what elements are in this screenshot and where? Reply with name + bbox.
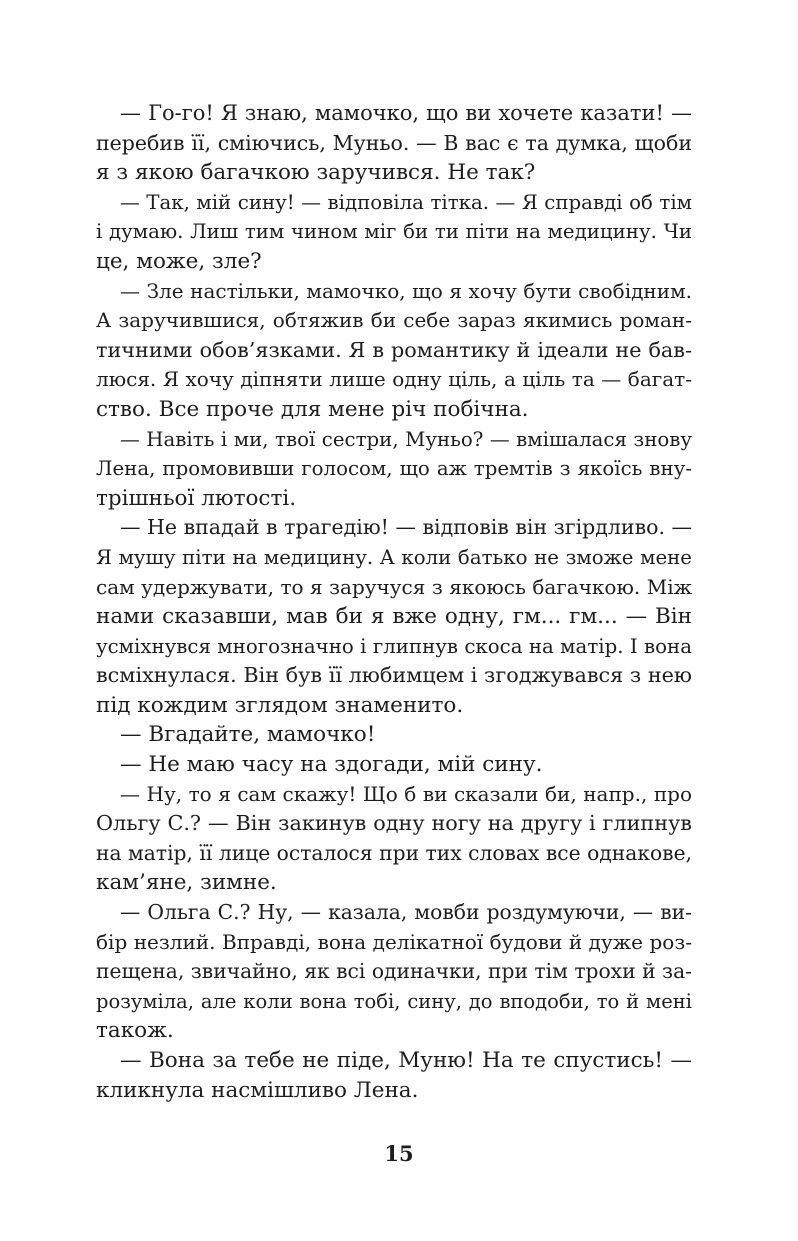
text-line: і думаю. Лиш тим чином міг би ти піти на медицину. Чи <box>96 220 692 244</box>
text-line: Я мушу піти на медицину. А коли батько не зможе мене <box>96 545 692 569</box>
text-line: — Не впадай в трагедію! — відповів він згірдливо. — <box>120 515 692 540</box>
text-line: сам удержувати, то я заручуся з якоюсь багачкою. Між <box>96 574 692 599</box>
text-line: розуміла, але коли вона тобі, сину, до вподоби, то й мені <box>96 989 692 1013</box>
text-line: — Го-го! Я знаю, мамочко, що ви хочете казати! — <box>120 101 692 125</box>
text-line: всміхнулася. Він був її любимцем і згоджувався з нею <box>96 663 692 688</box>
page-number: 15 <box>384 1141 414 1166</box>
text-line: — Так, мій сину! — відповіла тітка. — Я справді об тім <box>120 190 692 214</box>
text-line: А заручившися, обтяжив би себе зараз якимись роман- <box>96 308 692 333</box>
text-line: — Ольга С.? Ну, — казала, мовби роздумуючи, — ви- <box>120 900 692 925</box>
body-text <box>96 99 692 1105</box>
text-line: я з якою багачкою заручився. Не так? <box>96 160 536 186</box>
text-line: люся. Я хочу діпняти лише одну ціль, а ціль та — багат- <box>96 367 692 392</box>
text-line: — Вона за тебе не піде, Муню! На те спустись! — <box>120 1048 692 1073</box>
text-line: кам’яне, зимне. <box>96 870 277 896</box>
text-line: — Не маю часу на здогади, мій сину. <box>120 752 543 778</box>
text-line: перебив її, сміючись, Муньо. — В вас є та думка, щоби <box>96 130 692 155</box>
text-line: — Зле настільки, мамочко, що я хочу бути свобідним. <box>120 278 692 303</box>
text-line: трішньої лютості. <box>96 485 297 511</box>
text-line: на матір, її лице осталося при тих словах все однакове, <box>96 840 692 865</box>
text-line: усміхнувся многозначно і глипнув скоса на матір. І вона <box>96 634 692 658</box>
text-line: — Ну, то я сам скажу! Що б ви сказали би, напр., про <box>120 781 692 806</box>
text-line: тичними обов’язками. Я в романтику й ідеали не бав- <box>96 337 692 362</box>
text-line: — Вгадайте, мамочко! <box>120 722 376 748</box>
text-line: також. <box>96 1018 174 1044</box>
text-line: це, може, зле? <box>96 248 262 274</box>
text-line: Ольгу С.? — Він закинув одну ногу на другу і глипнув <box>96 811 692 836</box>
text-line: Лена, промовивши голосом, що аж тремтів з якоїсь вну- <box>96 457 692 481</box>
text-line: — Навіть і ми, твої сестри, Муньо? — вмішалася знову <box>120 427 692 451</box>
text-line: нами сказавши, мав би я вже одну, гм... гм... — Він <box>96 604 692 630</box>
text-line: пещена, звичайно, як всі одиначки, при тім трохи й за- <box>96 959 692 984</box>
text-line: бір незлий. Вправді, вона делікатної будови й дуже роз- <box>96 929 692 954</box>
text-line: під кождим зглядом знаменито. <box>96 692 464 718</box>
text-line: кликнула насмішливо Лена. <box>96 1077 419 1103</box>
text-line: ство. Все проче для мене річ побічна. <box>96 396 529 422</box>
